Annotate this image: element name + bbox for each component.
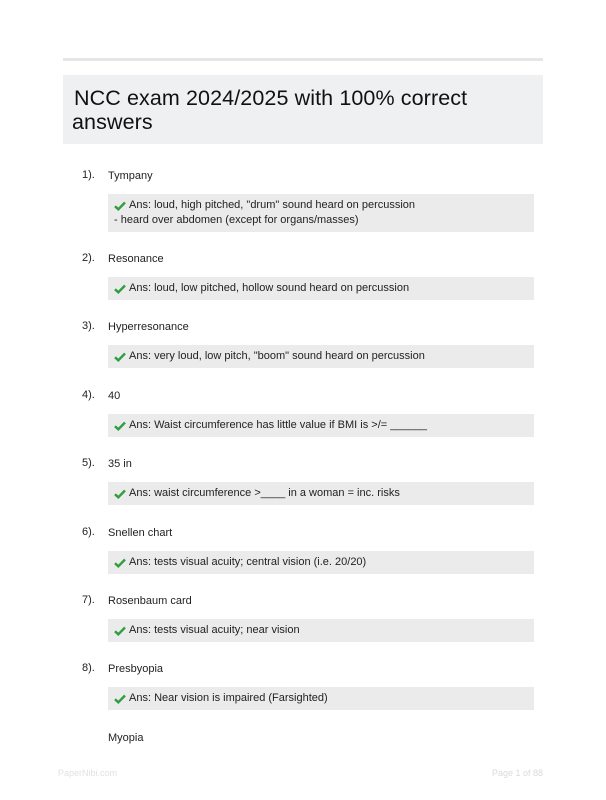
check-icon — [114, 558, 126, 568]
answer-box — [108, 551, 534, 574]
answer-text: Ans: Near vision is impaired (Farsighted) — [129, 692, 328, 704]
question-number: 7). — [82, 594, 95, 606]
answer-box — [108, 482, 534, 505]
title-line-1: NCC exam 2024/2025 with 100% correct — [74, 86, 468, 110]
check-icon — [114, 284, 126, 294]
question-number: 6). — [82, 526, 95, 538]
question-number: 5). — [82, 457, 95, 469]
answer-box — [108, 277, 534, 300]
question-text: Tympany — [108, 170, 153, 182]
top-rule — [63, 58, 543, 61]
answer-text: Ans: Waist circumference has little value if BMI is >/= ______ — [129, 419, 427, 431]
check-icon — [114, 421, 126, 431]
question-text: Presbyopia — [108, 663, 164, 675]
title-line-2: answers — [72, 110, 153, 134]
question-text: Rosenbaum card — [108, 595, 192, 607]
footer-source: PaperNibi.com — [58, 768, 118, 778]
answer-box — [108, 345, 534, 368]
footer-page-number: Page 1 of 88 — [492, 768, 544, 778]
document-title — [72, 86, 543, 134]
answer-line — [114, 418, 526, 433]
question-text: 35 in — [108, 458, 132, 470]
answer-text: Ans: loud, high pitched, "drum" sound heard on percussion — [129, 199, 416, 211]
answer-line — [114, 349, 526, 364]
question-text: Myopia — [108, 732, 144, 744]
answer-text: Ans: loud, low pitched, hollow sound heard on percussion — [129, 282, 410, 294]
check-icon — [114, 352, 126, 362]
question-number: 2). — [82, 252, 95, 264]
answer-text: Ans: waist circumference >____ in a woman = inc. risks — [129, 487, 400, 499]
answer-line — [114, 213, 526, 228]
question-number: 1). — [82, 169, 95, 181]
answer-line — [114, 198, 526, 213]
answer-line — [114, 281, 526, 296]
question-text: Hyperresonance — [108, 321, 189, 333]
answer-text: Ans: tests visual acuity; near vision — [129, 624, 300, 636]
check-icon — [114, 489, 126, 499]
answer-text: - heard over abdomen (except for organs/masses) — [114, 214, 359, 226]
answer-text: Ans: very loud, low pitch, "boom" sound heard on percussion — [129, 350, 425, 362]
answer-line — [114, 486, 526, 501]
answer-box — [108, 619, 534, 642]
title-box — [63, 75, 543, 144]
answer-box — [108, 687, 534, 710]
check-icon — [114, 694, 126, 704]
answer-line — [114, 555, 526, 570]
answer-line — [114, 623, 526, 638]
check-icon — [114, 626, 126, 636]
check-icon — [114, 201, 126, 211]
question-number: 4). — [82, 389, 95, 401]
answer-line — [114, 691, 526, 706]
question-text: 40 — [108, 390, 121, 402]
answer-text: Ans: tests visual acuity; central vision (i.e. 20/20) — [129, 556, 367, 568]
question-number: 3). — [82, 320, 95, 332]
answer-box — [108, 194, 534, 232]
answer-box — [108, 414, 534, 437]
question-number: 8). — [82, 662, 95, 674]
question-text: Snellen chart — [108, 527, 173, 539]
question-text: Resonance — [108, 253, 164, 265]
